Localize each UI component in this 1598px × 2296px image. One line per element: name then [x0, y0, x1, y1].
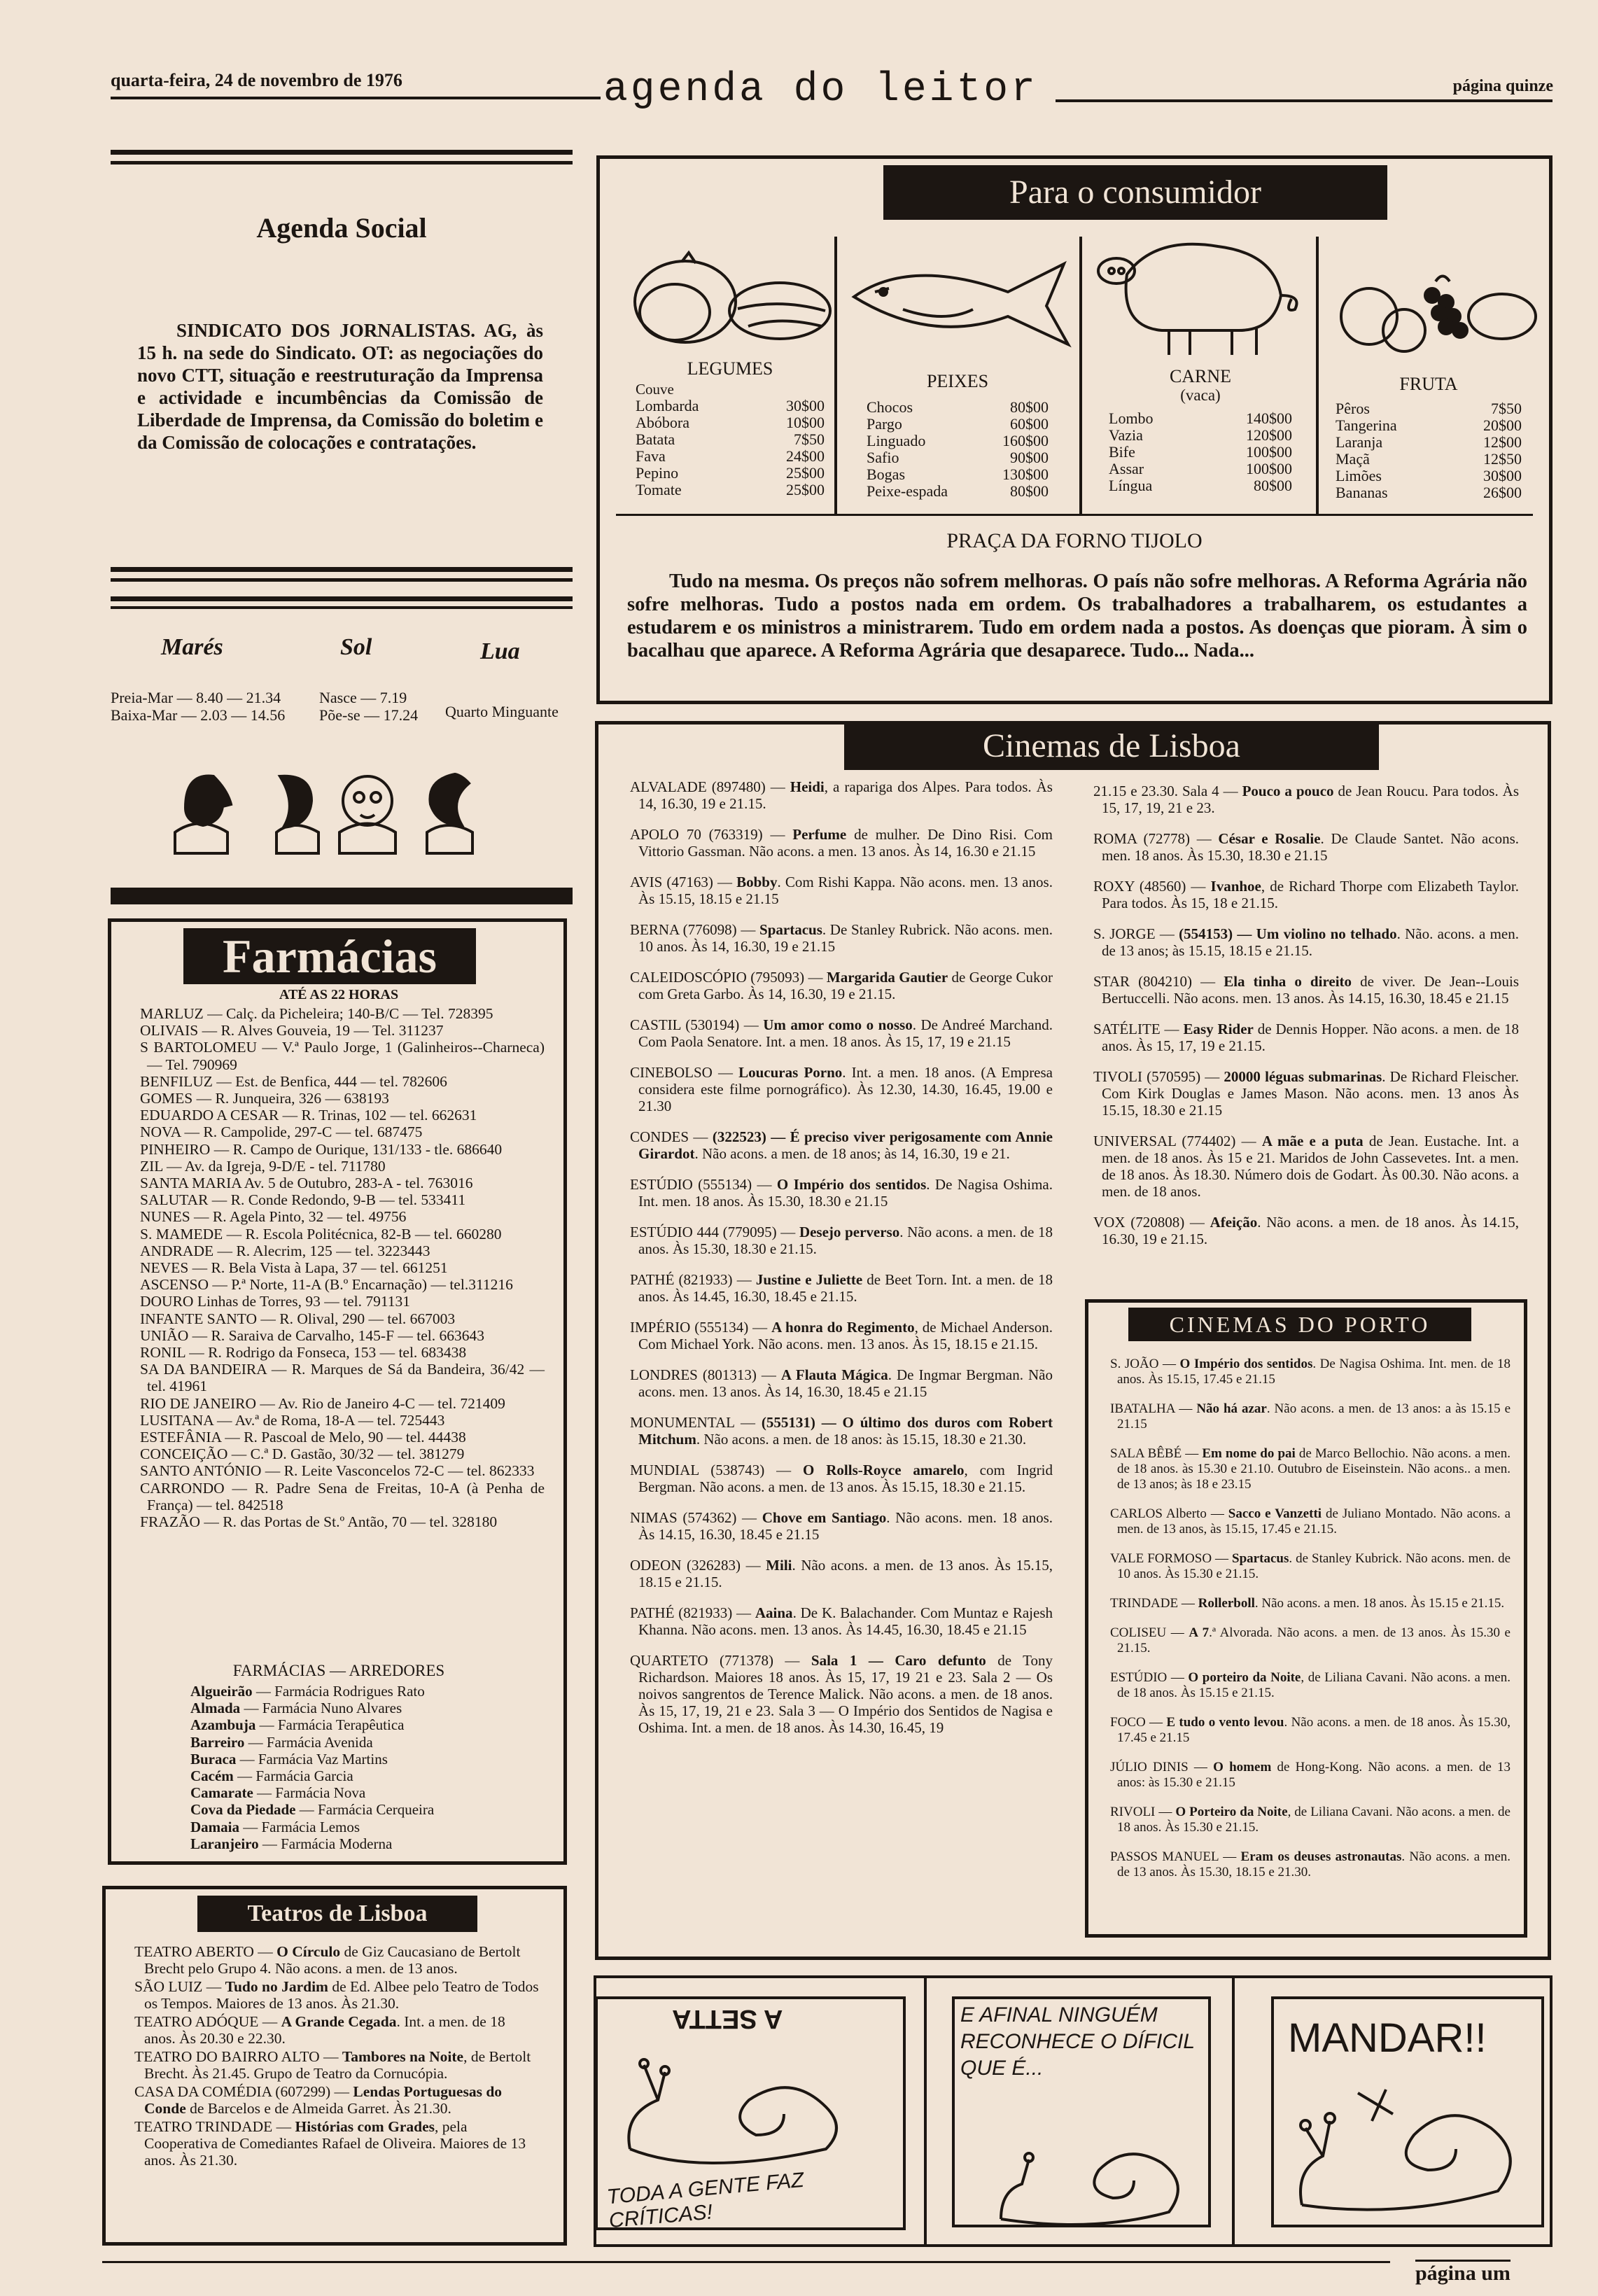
farmacia-entry: DOURO Linhas de Torres, 93 — tel. 791131 [140, 1293, 411, 1310]
arredores-entry: Camarate — Farmácia Nova [190, 1784, 366, 1802]
cinema-entry: ESTÚDIO 444 (779095) — Desejo perverso. Não acons. a men. de 18 anos. Às 15.30, 18.30 e 21.15. [630, 1224, 1053, 1257]
price-item: Batata [636, 430, 675, 448]
cartoon-1-top-text: A SETTA [672, 2004, 783, 2033]
price-value: 80$00 [1010, 482, 1049, 500]
price-row [1336, 484, 1522, 501]
divider [616, 514, 1533, 516]
header-rule-left [111, 97, 601, 99]
cinema-entry: STAR (804210) — Ela tinha o direito de viver. De Jean--Louis Bertuccelli. Não acons. men. 13 anos. Às 14.15, 16.30, 18.45 e 21.15 [1093, 973, 1520, 1007]
farmacia-entry: SANTA MARIA Av. 5 de Outubro, 283-A - tel. 763016 [140, 1175, 473, 1192]
cinema-entry: CALEIDOSCÓPIO (795093) — Margarida Gautier de George Cukor com Greta Garbo. Às 14, 16.30, 19 e 21.15. [630, 969, 1053, 1002]
price-row [636, 448, 825, 465]
cinema-entry: ROXY (48560) — Ivanhoe, de Richard Thorpe com Elizabeth Taylor. Para todos. Às 15, 18 e 21.15. [1093, 878, 1519, 911]
price-row [1109, 427, 1292, 444]
price-item: Fava [636, 447, 666, 465]
snail-illustration-3 [1288, 2072, 1533, 2219]
price-item: Pepino [636, 464, 679, 482]
price-row [1336, 400, 1522, 417]
footer-rule [102, 2261, 1390, 2263]
cinema-entry: LONDRES (801313) — A Flauta Mágica. De Ingmar Bergman. Não acons. men. 13 anos. Às 14, 16.30, 18.45 e 21.15 [630, 1366, 1053, 1400]
price-value: 10$00 [786, 414, 825, 431]
farmacia-entry: EDUARDO A CESAR — R. Trinas, 102 — tel. 662631 [140, 1107, 477, 1124]
price-item: Tomate [636, 481, 682, 498]
arredores-title: FARMÁCIAS — ARREDORES [232, 1662, 445, 1679]
arredores-entry: Cova da Piedade — Farmácia Cerqueira [190, 1801, 435, 1819]
price-item: Abóbora [636, 414, 689, 431]
price-row [1336, 451, 1522, 468]
cinema-porto-entry: PASSOS MANUEL — Eram os deuses astronautas. Não acons. a men. de 13 anos. Às 15.30, 18.15 e 21.30. [1110, 1849, 1511, 1879]
price-value: 80$00 [1254, 477, 1292, 494]
divider [924, 1975, 927, 2247]
rule [111, 567, 573, 572]
price-item: Língua [1109, 477, 1153, 494]
price-row [867, 399, 1049, 416]
arredores-entry: Damaia — Farmácia Lemos [190, 1818, 360, 1835]
farmacia-entry: INFANTE SANTO — R. Olival, 290 — tel. 667003 [140, 1310, 456, 1327]
price-row [867, 433, 1049, 449]
cinema-porto-entry: JÚLIO DINIS — O homem de Hong-Kong. Não acons. a men. de 13 anos: às 15.30 e 21.15 [1110, 1760, 1511, 1790]
cinema-porto-entry: RIVOLI — O Porteiro da Noite, de Liliana Cavani. Não acons. a men. de 18 anos. Às 15.30 e 21.15. [1110, 1805, 1511, 1835]
farmacias-list [140, 1005, 545, 1530]
price-item: Bogas [867, 465, 905, 483]
divider [1079, 237, 1082, 514]
price-item: Vazia [1109, 426, 1143, 444]
farmacia-entry: BENFILUZ — Est. de Benfica, 444 — tel. 782606 [140, 1072, 447, 1090]
farmacia-entry: ANDRADE — R. Alecrim, 125 — tel. 3223443 [140, 1242, 430, 1259]
price-row [867, 483, 1049, 500]
price-value: 20$00 [1483, 416, 1522, 434]
price-item: Safio [867, 449, 899, 466]
agenda-social-title: Agenda Social [256, 212, 427, 244]
prices-peixes: PEIXES Chocos 80$00 Pargo 60$00 Linguado 160$00 Safio 90$00 Bogas 130$00 Peixe-espada 80$00 [867, 371, 1049, 500]
farmacia-entry: CARRONDO — R. Padre Sena de Freitas, 10-A (à Penha de França) — tel. 842518 [140, 1479, 545, 1513]
price-value: 25$00 [786, 464, 825, 482]
teatros-title: Teatros de Lisboa [197, 1896, 477, 1932]
arredores-entry: Buraca — Farmácia Vaz Martins [190, 1750, 388, 1768]
price-value: 30$00 [1483, 467, 1522, 484]
cinema-entry: S. JORGE — (554153) — Um violino no telhado. Não. acons. a men. de 13 anos; às 15.15, 18.15 e 21.15. [1093, 925, 1519, 959]
fish-illustration [847, 253, 1075, 351]
price-value: 100$00 [1246, 460, 1292, 477]
cinema-entry: 21.15 e 23.30. Sala 4 — Pouco a pouco de Jean Roucu. Para todos. Às 15, 17, 19, 21 e 23. [1093, 783, 1520, 816]
consumidor-title: Para o consumidor [883, 165, 1387, 220]
almanac-sun-head: Sol [340, 634, 372, 660]
header-date: quarta-feira, 24 de novembro de 1976 [111, 70, 402, 90]
teatro-entry: TEATRO ABERTO — O Círculo de Giz Caucasiano de Bertolt Brecht pelo Grupo 4. Não acons. a men. de 13 anos. [134, 1943, 521, 1977]
price-item: Limões [1336, 467, 1382, 484]
cinema-porto-entry: SALA BÊBÉ — Em nome do pai de Marco Bellochio. Não acons. a men. de 18 anos. às 15.30 e 21.10. Outubro de Eiseinstein. Não acons.. a men. de 13 anos; às 18 e 23.15 [1110, 1446, 1511, 1492]
price-row [867, 416, 1049, 433]
price-value: 80$00 [1010, 398, 1049, 416]
cinema-entry: CONDES — (322523) — É preciso viver perigosamente com Annie Girardot. Não acons. a men. de 18 anos; às 14, 16.30, 19 e 21. [630, 1128, 1053, 1162]
farmacias-subtitle: ATÉ AS 22 HORAS [279, 987, 399, 1002]
cinema-entry: QUARTETO (771378) — Sala 1 — Caro defunto de Tony Richardson. Maiores 18 anos. Às 15, 17, 19 21 e 23. Sala 2 — Os noivos sangrentos de Terence Malick. Não acons. a men. de 18 anos. Às 15, 17, 19, 21 e 23. Sala 3 — O Império dos Sentidos de Nagisa e Oshima. Int. a men. de 18 anos. Às 14.30, 16.45, 19 [630, 1652, 1053, 1736]
teatro-entry: TEATRO DO BAIRRO ALTO — Tambores na Noite, de Bertolt Brecht. Às 21.45. Grupo de Teatro da Cornucópia. [134, 2048, 531, 2082]
farmacia-entry: CONCEIÇÃO — C.ª D. Gastão, 30/32 — tel. 381279 [140, 1446, 465, 1463]
fruit-illustration [1327, 260, 1543, 358]
price-value: 90$00 [1010, 449, 1049, 466]
cinema-entry: BERNA (776098) — Spartacus. De Stanley Rubrick. Não acons. men. 10 anos. Às 14, 16.30, 19 e 21.15 [630, 921, 1053, 955]
farmacia-entry: GOMES — R. Junqueira, 326 — 638193 [140, 1090, 389, 1107]
farmacia-entry: S BARTOLOMEU — V.ª Paulo Jorge, 1 (Galinheiros--Charneca) — Tel. 790969 [140, 1039, 545, 1073]
farmacia-entry: NEVES — R. Bela Vista à Lapa, 37 — tel. 661251 [140, 1259, 448, 1277]
farmacia-entry: RIO DE JANEIRO — Av. Rio de Janeiro 4-C — tel. 721409 [140, 1394, 505, 1412]
cinemas-lisboa-title: Cinemas de Lisboa [844, 722, 1379, 770]
price-value: 26$00 [1483, 484, 1522, 501]
price-item: Chocos [867, 398, 913, 416]
price-value: 140$00 [1246, 410, 1292, 427]
almanac-moon: Quarto Minguante [445, 703, 559, 720]
rule [111, 161, 573, 164]
farmacia-entry: NOVA — R. Campolide, 297-C — tel. 687475 [140, 1124, 423, 1141]
price-row [636, 431, 825, 448]
cinema-entry: PATHÉ (821933) — Justine e Juliette de Beet Torn. Int. a men. de 18 anos. Às 14.45, 16.30, 18.45 e 21.15. [630, 1271, 1053, 1305]
price-row [1336, 468, 1522, 484]
arredores-entry: Barreiro — Farmácia Avenida [190, 1733, 373, 1751]
cinema-entry: TIVOLI (570595) — 20000 léguas submarinas. De Richard Fleischer. Com Kirk Douglas e James Mason. Não acons. men. 13 anos Às 15.15, 18.30 e 21.15 [1093, 1068, 1519, 1119]
farmacia-entry: SALUTAR — R. Conde Redondo, 9-B — tel. 533411 [140, 1191, 466, 1209]
price-row [636, 482, 825, 498]
cinema-porto-entry: TRINDADE — Rollerboll. Não acons. a men. 18 anos. Às 15.15 e 21.15. [1110, 1596, 1505, 1611]
almanac-sun: Nasce — 7.19 Põe-se — 17.24 [319, 689, 419, 724]
almanac-moon-head: Lua [480, 638, 520, 664]
price-row [636, 465, 825, 482]
farmacia-entry: MARLUZ — Calç. da Picheleira; 140-B/C — Tel. 728395 [140, 1005, 493, 1022]
prices-fruta: FRUTA Pêros 7$50 Tangerina 20$00 Laranja 12$00 Maçã 12$50 Limões 30$00 Bananas 26$00 [1336, 374, 1522, 501]
farmacia-entry: OLIVAIS — R. Alves Gouveia, 19 — Tel. 311237 [140, 1022, 444, 1040]
price-item: Pêros [1336, 400, 1370, 417]
cinema-entry: ESTÚDIO (555134) — O Império dos sentidos. De Nagisa Oshima. Int. men. 18 anos. Às 15.30, 18.30 e 21.15 [630, 1176, 1053, 1210]
price-row [1109, 444, 1292, 461]
almanac-tides: Preia-Mar — 8.40 — 21.34 Baixa-Mar — 2.03 — 14.56 [111, 689, 286, 724]
rule [111, 150, 573, 155]
agenda-social-text: SINDICATO DOS JORNALISTAS. AG, às 15 h. na sede do Sindicato. OT: as negociações do novo CTT, situação e reestruturação da Imprensa e actividade e incumbências da Comissão de Liberdade de Imprensa, da Comissão do boletim e da Comissão de colocações e contratações. [137, 320, 543, 453]
cinema-porto-entry: FOCO — E tudo o vento levou. Não acons. a men. de 18 anos. Às 15.30, 17.45 e 21.15 [1110, 1715, 1511, 1745]
vegetables-illustration [626, 249, 833, 354]
cartoon-3-caption: MANDAR!! [1288, 2015, 1487, 2061]
farmacia-entry: ESTEFÂNIA — R. Pascoal de Melo, 90 — tel. 44438 [140, 1429, 466, 1446]
cinema-entry: CINEBOLSO — Loucuras Porno. Int. a men. 18 anos. (A Empresa considera este filme pornográfico). Às 12.30, 14.30, 16.45, 19.00 e 21.30 [630, 1064, 1053, 1114]
divider [1232, 1975, 1235, 2247]
header-page-number: página quinze [1452, 77, 1553, 95]
cinema-entry: NIMAS (574362) — Chove em Santiago. Não acons. men. 18 anos. Às 14.15, 16.30, 18.45 e 21.15 [630, 1509, 1053, 1543]
header-rule-right [1056, 99, 1553, 102]
price-item: Lombo [1109, 410, 1154, 427]
cinema-entry: APOLO 70 (763319) — Perfume de mulher. De Dino Risi. Com Vittorio Gassman. Não acons. a men. 13 anos. Às 14, 16.30 e 21.15 [630, 826, 1053, 860]
price-value: 24$00 [786, 447, 825, 465]
arredores-entry: Laranjeiro — Farmácia Moderna [190, 1835, 393, 1852]
arredores-entry: Cacém — Farmácia Garcia [190, 1768, 353, 1785]
farmacia-entry: LUSITANA — Av.ª de Roma, 18-A — tel. 725443 [140, 1411, 445, 1429]
farmacia-entry: SANTO ANTÓNIO — R. Leite Vasconcelos 72-C — tel. 862333 [140, 1462, 535, 1480]
price-item: Assar [1109, 460, 1144, 477]
arredores-entry: Algueirão — Farmácia Rodrigues Rato [190, 1683, 425, 1700]
price-row [1336, 417, 1522, 434]
price-value: 30$00 [786, 397, 825, 414]
farmacia-entry: S. MAMEDE — R. Escola Politécnica, 82-B — tel. 660280 [140, 1225, 502, 1242]
farmacia-entry: ASCENSO — P.ª Norte, 11-A (B.º Encarnação) — tel.311216 [140, 1276, 513, 1294]
prices-legumes: LEGUMES Couve Lombarda 30$00 Abóbora 10$00 Batata 7$50 Fava 24$00 Pepino 25$00 Tomate 25$00 [636, 358, 825, 498]
page-title: agenda do leitor [603, 67, 1038, 113]
cinema-entry: CASTIL (530194) — Um amor como o nosso. De Andreé Marchand. Com Paola Senatore. Int. a men. 18 anos. Às 15, 17, 19 e 21.15 [630, 1016, 1053, 1050]
price-row [1336, 434, 1522, 451]
pig-illustration [1092, 232, 1312, 358]
cartoon-2-caption: E AFINAL NINGUÉM RECONHECE O DÍFICIL QUE É... [960, 2003, 1195, 2080]
price-row [1109, 477, 1292, 494]
teatros-list [134, 1943, 539, 2170]
rule [111, 596, 573, 601]
consumidor-text: Tudo na mesma. Os preços não sofrem melhoras. O país não sofre melhoras. A Reforma Agrária não sofre melhoras. Tudo a postos nada em ordem. Os trabalhadores a trabalharem, os estudantes a estudarem e os ministros a ministrarem. Tudo em ordem nada a postos. As doenças que pioram. À sim o bacalhau que aparece. A Reforma Agrária que desaparece. Tudo... Nada... [627, 570, 1527, 662]
arredores-entry: Azambuja — Farmácia Terapêutica [190, 1716, 405, 1734]
price-row [867, 466, 1049, 483]
praca-title: PRAÇA DA FORNO TIJOLO [946, 529, 1203, 552]
farmacia-entry: UNIÃO — R. Saraiva de Carvalho, 145-F — tel. 663643 [140, 1326, 485, 1344]
price-value: 7$50 [794, 430, 825, 448]
price-value: 12$00 [1483, 433, 1522, 451]
cinemas-porto-list [1110, 1357, 1511, 1894]
teatro-entry: CASA DA COMÉDIA (607299) — Lendas Portuguesas do Conde de Barcelos e de Almeida Garret. Às 21.30. [134, 2083, 503, 2117]
cinema-entry: ALVALADE (897480) — Heidi, a rapariga dos Alpes. Para todos. Às 14, 16.30, 19 e 21.15. [630, 778, 1053, 812]
price-item: Bife [1109, 443, 1135, 461]
prices-carne: CARNE (vaca) Lombo 140$00 Vazia 120$00 Bife 100$00 Assar 100$00 Língua 80$00 [1109, 366, 1292, 494]
price-value: 60$00 [1010, 415, 1049, 433]
price-value: 160$00 [1002, 432, 1049, 449]
price-row [1109, 461, 1292, 477]
cinema-entry: IMPÉRIO (555134) — A honra do Regimento, de Michael Anderson. Com Michael York. Não acons. men. 13 anos. Às 15, 18.15 e 21.15. [630, 1319, 1053, 1352]
cartoon-1-caption: TODA A GENTE FAZ CRÍTICAS! [605, 2168, 805, 2233]
cinema-entry: PATHÉ (821933) — Aaina. De K. Balachander. Com Muntaz e Rajesh Khanna. Não acons. men. 13 anos. Às 14.45, 16.30, 18.45 e 21.15 [630, 1604, 1053, 1638]
price-row [636, 398, 825, 414]
teatro-entry: TEATRO TRINDADE — Histórias com Grades, pela Cooperativa de Comediantes Rafael de Oliveira. Maiores de 13 anos. Às 21.30. [134, 2118, 526, 2169]
price-value: 7$50 [1491, 400, 1522, 417]
price-item: Maçã [1336, 450, 1370, 468]
cinema-entry: ODEON (326283) — Mili. Não acons. a men. de 13 anos. Às 15.15, 18.15 e 21.15. [630, 1557, 1053, 1590]
cinema-entry: SATÉLITE — Easy Rider de Dennis Hopper. Não acons. a men. de 18 anos. Às 15, 17, 19 e 21.15. [1093, 1021, 1520, 1054]
cinema-entry: VOX (720808) — Afeição. Não acons. a men. de 18 anos. Às 14.15, 16.30, 19 e 21.15. [1093, 1214, 1519, 1247]
teatro-entry: SÃO LUIZ — Tudo no Jardim de Ed. Albee pelo Teatro de Todos os Tempos. Maiores de 13 anos. Às 21.30. [134, 1978, 539, 2012]
farmacia-entry: PINHEIRO — R. Campo de Ourique, 131/133 - tle. 686640 [140, 1140, 503, 1158]
price-value: 100$00 [1246, 443, 1292, 461]
arredores-entry: Almada — Farmácia Nuno Alvares [190, 1700, 402, 1717]
cinema-porto-entry: VALE FORMOSO — Spartacus. de Stanley Kubrick. Não acons. men. de 10 anos. Às 15.30 e 21.15. [1110, 1551, 1511, 1581]
price-item: Bananas [1336, 484, 1388, 501]
price-value: 25$00 [786, 481, 825, 498]
arredores-list [190, 1683, 434, 1852]
price-row [1109, 410, 1292, 427]
price-item: Laranja [1336, 433, 1383, 451]
divider [834, 237, 837, 514]
cinema-porto-entry: COLISEU — A 7.ª Alvorada. Não acons. a men. de 13 anos. Às 15.30 e 21.15. [1110, 1625, 1511, 1656]
cinema-entry: UNIVERSAL (774402) — A mãe e a puta de Jean. Eustache. Int. a men. de 18 anos. Às 15 e 21. Maridos de John Cassevetes. Int. a men. de 18 anos. Às 18.30. Número dois de Godart. Às 00.30. Não acons. a men. de 18 anos. [1093, 1133, 1519, 1200]
cinemas-lisboa-right [1093, 783, 1519, 1261]
price-item: Linguado [867, 432, 926, 449]
cinema-porto-entry: S. JOÃO — O Império dos sentidos. De Nagisa Oshima. Int. men. de 18 anos. Às 15.15, 17.45 e 21.15 [1110, 1357, 1511, 1387]
farmacias-title: Farmácias [183, 928, 476, 984]
price-item: Pargo [867, 415, 902, 433]
cinema-porto-entry: CARLOS Alberto — Sacco e Vanzetti de Juliano Montado. Não acons. a men. de 13 anos, às 15.15, 17.45 e 21.15. [1110, 1506, 1511, 1536]
cinema-porto-entry: ESTÚDIO — O porteiro da Noite, de Liliana Cavani. Não acons. a men. de 18 anos. Às 15.15 e 21.15. [1110, 1670, 1511, 1700]
cinema-entry: MONUMENTAL — (555131) — O último dos duros com Robert Mitchum. Não acons. a men. de 18 anos: às 15.15, 18.30 e 21.30. [630, 1414, 1053, 1448]
cinema-entry: AVIS (47163) — Bobby. Com Rishi Kappa. Não acons. men. 13 anos. Às 15.15, 18.15 e 21.15 [630, 874, 1053, 907]
cinema-porto-entry: IBATALHA — Não há azar. Não acons. a men. de 13 anos: a às 15.15 e 21.15 [1110, 1401, 1511, 1432]
price-item: Peixe-espada [867, 482, 948, 500]
farmacia-entry: NUNES — R. Agela Pinto, 32 — tel. 49756 [140, 1208, 407, 1226]
snail-illustration-2 [994, 2121, 1197, 2226]
farmacia-entry: RONIL — R. Rodrigo da Fonseca, 153 — tel. 683438 [140, 1344, 467, 1362]
price-value: 130$00 [1002, 465, 1049, 483]
teatro-entry: TEATRO ADÓQUE — A Grande Cegada. Int. a men. de 18 anos. Às 20.30 e 22.30. [134, 2013, 505, 2047]
rule [111, 578, 573, 582]
cinemas-porto-title: CINEMAS DO PORTO [1128, 1308, 1471, 1341]
footer-page-number: página um [1415, 2260, 1511, 2286]
price-item: Tangerina [1336, 416, 1397, 434]
price-value: 120$00 [1246, 426, 1292, 444]
price-value: 12$50 [1483, 450, 1522, 468]
farmacia-entry: FRAZÃO — R. das Portas de St.º Antão, 70 — tel. 328180 [140, 1513, 498, 1531]
snail-illustration [616, 2044, 889, 2184]
almanac-tides-head: Marés [161, 634, 223, 660]
farmacia-entry: SA DA BANDEIRA — R. Marques de Sá da Bandeira, 36/42 — tel. 41961 [140, 1361, 545, 1395]
divider [1316, 237, 1319, 514]
farmacia-entry: ZIL — Av. da Igreja, 9-D/E - tel. 711780 [140, 1157, 386, 1175]
price-row [636, 414, 825, 431]
rule [111, 888, 573, 904]
cinema-entry: ROMA (72778) — César e Rosalie. De Claude Santet. Não acons. men. 18 anos. Às 15.30, 18.30 e 21.15 [1093, 830, 1520, 864]
price-row [867, 449, 1049, 466]
price-item: Lombarda [636, 397, 699, 414]
cinemas-lisboa-left [630, 778, 1053, 1750]
rule [111, 606, 573, 609]
moon-phases-illustration [161, 766, 497, 857]
cinema-entry: MUNDIAL (538743) — O Rolls-Royce amarelo, com Ingrid Bergman. Não acons. a men. de 13 anos. Às 15.15, 18.30 e 21.15. [630, 1462, 1053, 1495]
